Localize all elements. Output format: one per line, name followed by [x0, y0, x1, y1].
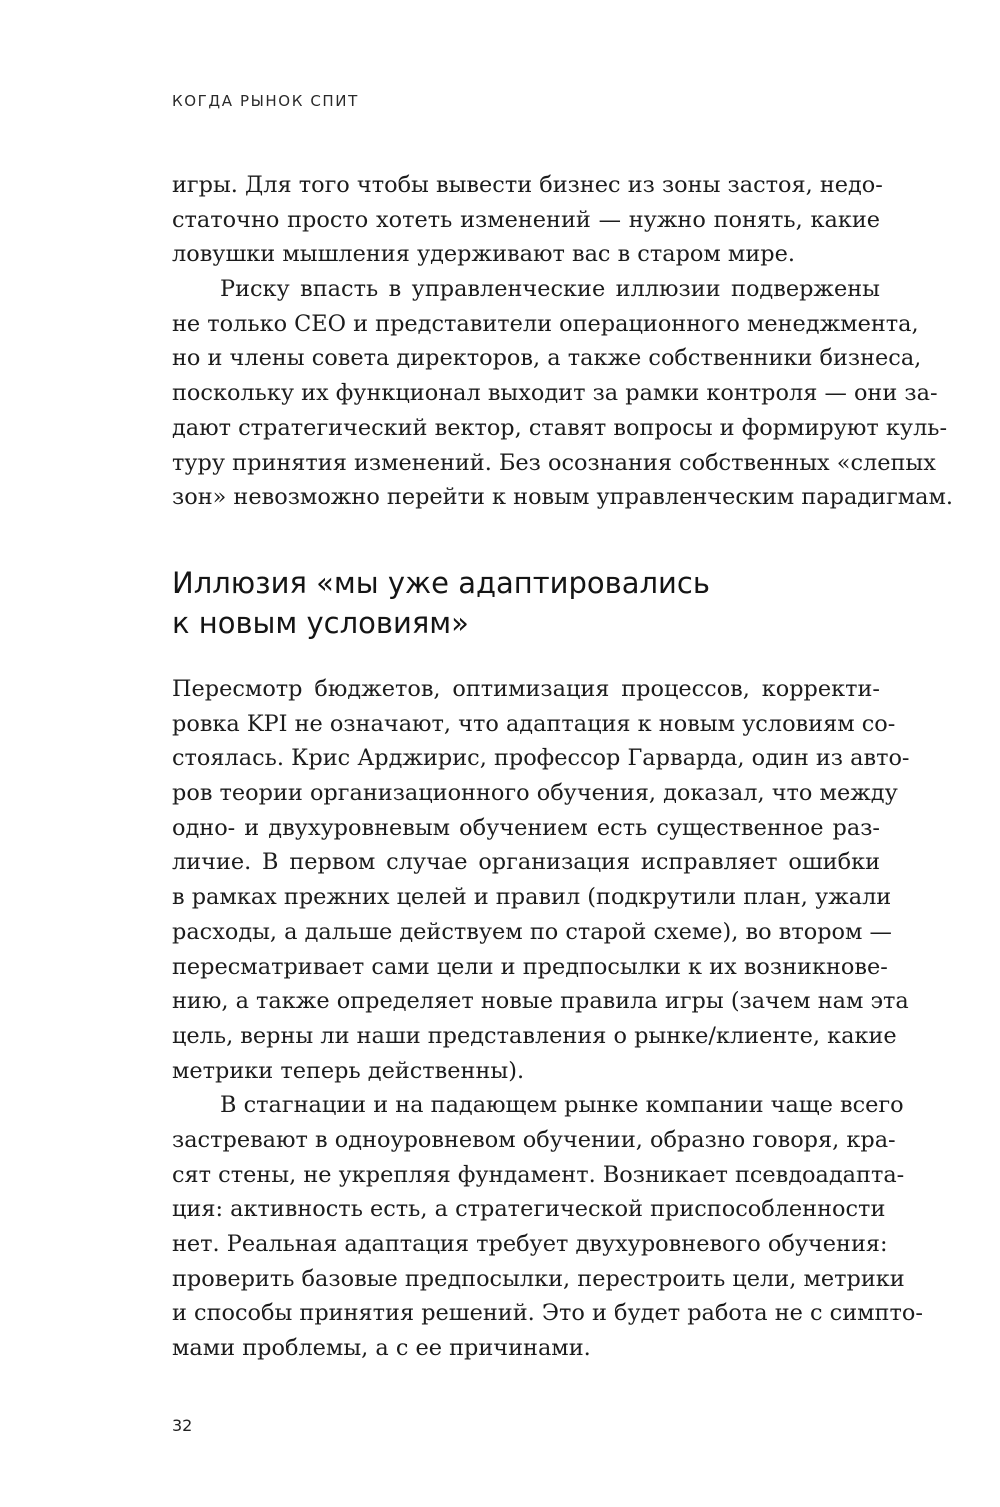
text-line: цель, верны ли наши представления о рынке/клиенте, какие [172, 1022, 897, 1049]
text-line: метрики теперь действенны). [172, 1057, 525, 1084]
paragraph [172, 272, 954, 515]
text-line: и способы принятия решений. Это и будет работа не с симпто- [172, 1300, 923, 1327]
text-line: мами проблемы, а с ее причинами. [172, 1335, 591, 1362]
text-line: Пересмотр бюджетов, оптимизация процессов, корректи- [172, 676, 880, 702]
paragraph [172, 168, 883, 272]
section-text [172, 672, 923, 1366]
text-line: поскольку их функционал выходит за рамки контроля — они за- [172, 380, 938, 407]
text-line: проверить базовые предпосылки, перестроить цели, метрики [172, 1265, 905, 1292]
heading-line: Иллюзия «мы уже адаптировались [172, 566, 710, 600]
text-line: не только CEO и представители операционного менеджмента, [172, 310, 919, 337]
text-line: дают стратегический вектор, ставят вопросы и формируют куль- [172, 414, 948, 441]
text-line: стоялась. Крис Арджирис, профессор Гарварда, один из авто- [172, 745, 910, 772]
text-line: ловушки мышления удерживают вас в старом мире. [172, 241, 795, 268]
heading-line: к новым условиям» [172, 606, 469, 640]
intro-text [172, 168, 954, 515]
section-heading [172, 563, 912, 643]
text-line: в рамках прежних целей и правил (подкрутили план, ужали [172, 884, 892, 911]
text-line: ция: активность есть, а стратегической приспособленности [172, 1196, 886, 1223]
text-line: но и члены совета директоров, а также собственники бизнеса, [172, 345, 922, 372]
text-line: одно- и двухуровневым обучением есть существенное раз- [172, 814, 880, 841]
text-line: игры. Для того чтобы вывести бизнес из зоны застоя, недо- [172, 172, 883, 198]
text-line: сят стены, не укрепляя фундамент. Возникает псевдоадапта- [172, 1161, 905, 1188]
text-line: нет. Реальная адаптация требует двухуровневого обучения: [172, 1231, 888, 1257]
page-number: 32 [172, 1416, 193, 1435]
text-line: личие. В первом случае организация исправляет ошибки [172, 849, 880, 876]
paragraph [172, 672, 910, 1088]
text-line: пересматривает сами цели и предпосылки к их возникнове- [172, 953, 888, 980]
text-line: туру принятия изменений. Без осознания собственных «слепых [172, 449, 936, 476]
text-line: статочно просто хотеть изменений — нужно понять, какие [172, 206, 880, 233]
text-line: ровка KPI не означают, что адаптация к новым условиям со- [172, 710, 896, 737]
text-line: ров теории организационного обучения, доказал, что между [172, 780, 898, 807]
text-line: В стагнации и на падающем рынке компании чаще всего [220, 1092, 904, 1119]
text-line: зон» невозможно перейти к новым управленческим парадигмам. [172, 484, 954, 511]
running-header: КОГДА РЫНОК СПИТ [172, 92, 359, 110]
text-line: нию, а также определяет новые правила игры (зачем нам эта [172, 988, 909, 1015]
text-line: Риску впасть в управленческие иллюзии подвержены [220, 276, 880, 303]
text-line: расходы, а дальше действуем по старой схеме), во втором — [172, 918, 892, 945]
paragraph [172, 1088, 923, 1366]
text-line: застревают в одноуровневом обучении, образно говоря, кра- [172, 1126, 896, 1153]
